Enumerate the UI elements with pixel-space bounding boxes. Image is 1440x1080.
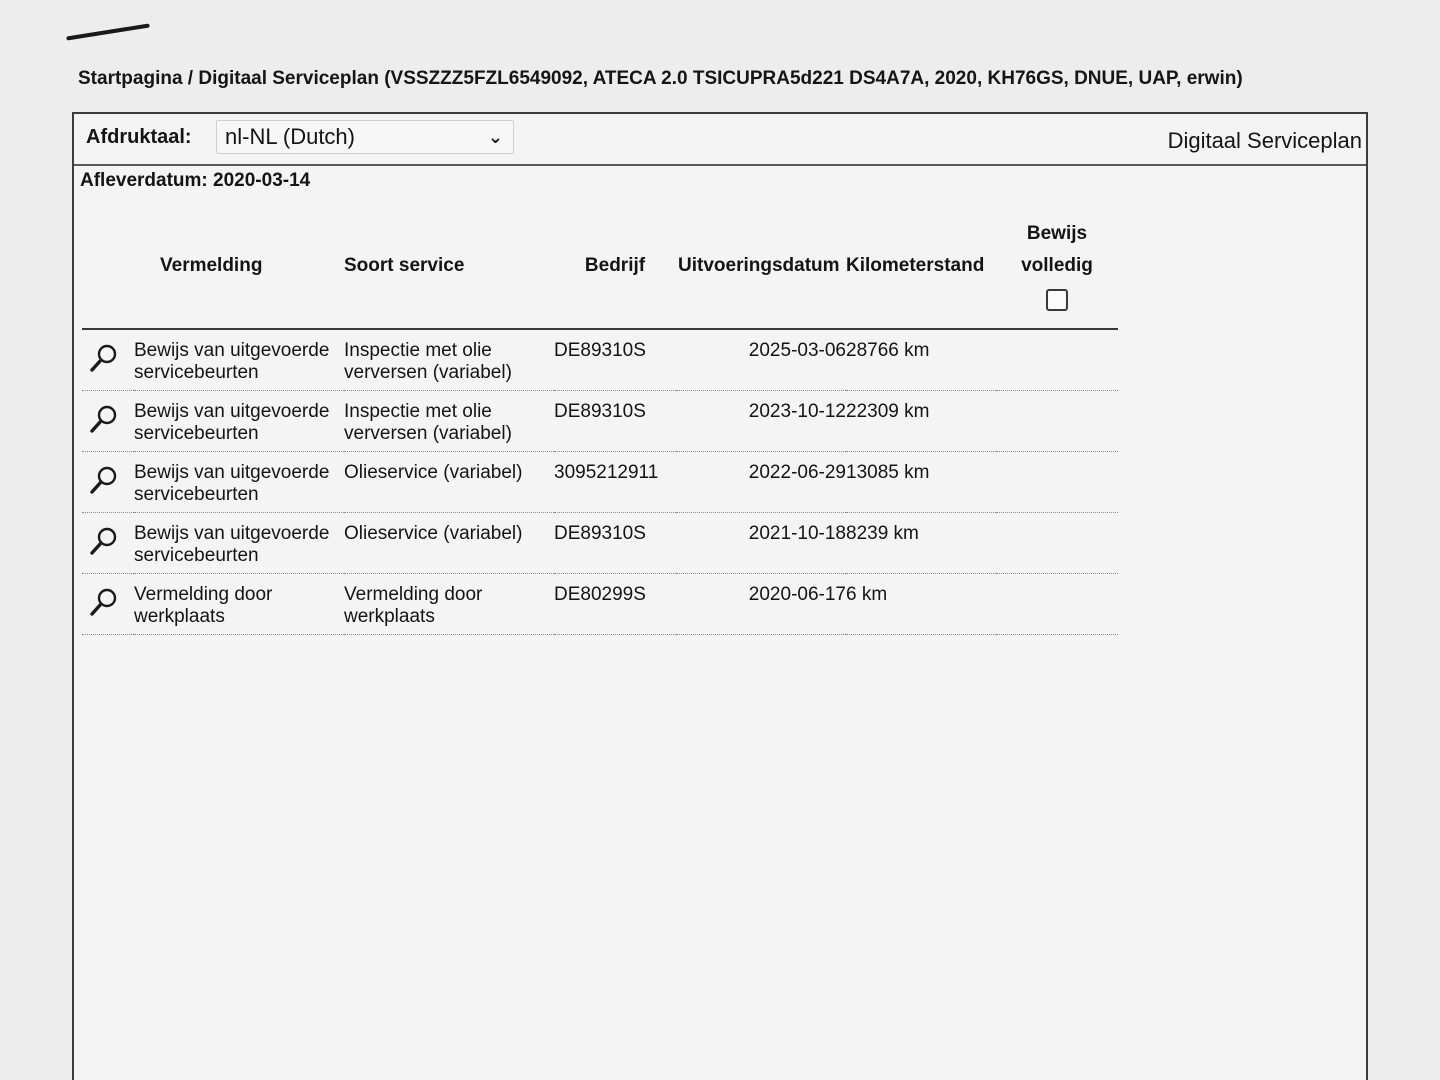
- row-bewijs: [996, 452, 1118, 513]
- row-km: 22309 km: [846, 391, 996, 452]
- row-bedrijf: DE89310S: [554, 513, 676, 574]
- empty-panel-area: [74, 734, 1366, 1080]
- row-bewijs: [996, 391, 1118, 452]
- breadcrumb: Startpagina / Digitaal Serviceplan (VSSZZZ5FZL6549092, ATECA 2.0 TSICUPRA5d221 DS4A7A, 2020, KH76GS, DNUE, UAP, erwin): [78, 68, 1243, 89]
- header-bewijs-volledig: [996, 218, 1118, 329]
- row-bewijs: [996, 329, 1118, 391]
- row-datum: 2021-10-18: [676, 513, 846, 574]
- row-vermelding: Bewijs van uitgevoerde servicebeurten: [134, 452, 344, 513]
- table-row[interactable]: [82, 452, 1118, 513]
- row-soort-service: Olieservice (variabel): [344, 452, 554, 513]
- table-row[interactable]: [82, 329, 1118, 391]
- row-soort-service: Inspectie met olie verversen (variabel): [344, 391, 554, 452]
- magnifier-icon[interactable]: [88, 342, 120, 374]
- table-row[interactable]: [82, 574, 1118, 635]
- row-bedrijf: DE80299S: [554, 574, 676, 635]
- row-datum: 2023-10-12: [676, 391, 846, 452]
- row-vermelding: Bewijs van uitgevoerde servicebeurten: [134, 391, 344, 452]
- row-bedrijf: DE89310S: [554, 329, 676, 391]
- bewijs-volledig-checkbox[interactable]: [1046, 289, 1068, 311]
- magnifier-icon[interactable]: [88, 403, 120, 435]
- row-vermelding: Vermelding door werkplaats: [134, 574, 344, 635]
- header-bewijs-line1: Bewijs: [1026, 223, 1088, 244]
- toolbar: [74, 114, 1366, 166]
- table-row[interactable]: [82, 513, 1118, 574]
- row-icon-cell[interactable]: [82, 452, 134, 513]
- row-datum: 2020-06-17: [676, 574, 846, 635]
- row-icon-cell[interactable]: [82, 574, 134, 635]
- magnifier-icon[interactable]: [88, 525, 120, 557]
- row-soort-service: Olieservice (variabel): [344, 513, 554, 574]
- row-datum: 2022-06-29: [676, 452, 846, 513]
- row-bedrijf: DE89310S: [554, 391, 676, 452]
- row-soort-service: Vermelding door werkplaats: [344, 574, 554, 635]
- row-bewijs: [996, 513, 1118, 574]
- row-km: 8239 km: [846, 513, 996, 574]
- pen-mark: [66, 23, 150, 40]
- table-row[interactable]: [82, 391, 1118, 452]
- service-plan-panel: [72, 112, 1368, 1080]
- chevron-down-icon: ⌄: [487, 127, 503, 147]
- row-km: 13085 km: [846, 452, 996, 513]
- service-records-table: [82, 218, 1118, 635]
- row-icon-cell[interactable]: [82, 513, 134, 574]
- header-uitvoeringsdatum[interactable]: Uitvoeringsdatum: [676, 218, 846, 329]
- row-soort-service: Inspectie met olie verversen (variabel): [344, 329, 554, 391]
- row-km: 28766 km: [846, 329, 996, 391]
- print-language-label: Afdruktaal:: [86, 126, 192, 148]
- row-km: 6 km: [846, 574, 996, 635]
- row-bewijs: [996, 574, 1118, 635]
- magnifier-icon[interactable]: [88, 586, 120, 618]
- header-soort-service[interactable]: Soort service: [344, 218, 554, 329]
- row-bedrijf: 3095212911: [554, 452, 676, 513]
- header-icon-column: [82, 218, 134, 329]
- row-icon-cell[interactable]: [82, 329, 134, 391]
- row-datum: 2025-03-06: [676, 329, 846, 391]
- row-icon-cell[interactable]: [82, 391, 134, 452]
- row-vermelding: Bewijs van uitgevoerde servicebeurten: [134, 329, 344, 391]
- header-kilometerstand[interactable]: Kilometerstand: [846, 218, 996, 329]
- header-vermelding[interactable]: Vermelding: [134, 218, 344, 329]
- header-bewijs-line2: volledig: [1021, 255, 1093, 276]
- app-title: Digitaal Serviceplan: [1167, 128, 1362, 153]
- delivery-date: Afleverdatum: 2020-03-14: [80, 170, 311, 191]
- magnifier-icon[interactable]: [88, 464, 120, 496]
- table-header-row: [82, 218, 1118, 329]
- print-language-select[interactable]: [216, 120, 514, 154]
- row-vermelding: Bewijs van uitgevoerde servicebeurten: [134, 513, 344, 574]
- header-bedrijf[interactable]: Bedrijf: [554, 218, 676, 329]
- print-language-value: nl-NL (Dutch): [225, 124, 355, 149]
